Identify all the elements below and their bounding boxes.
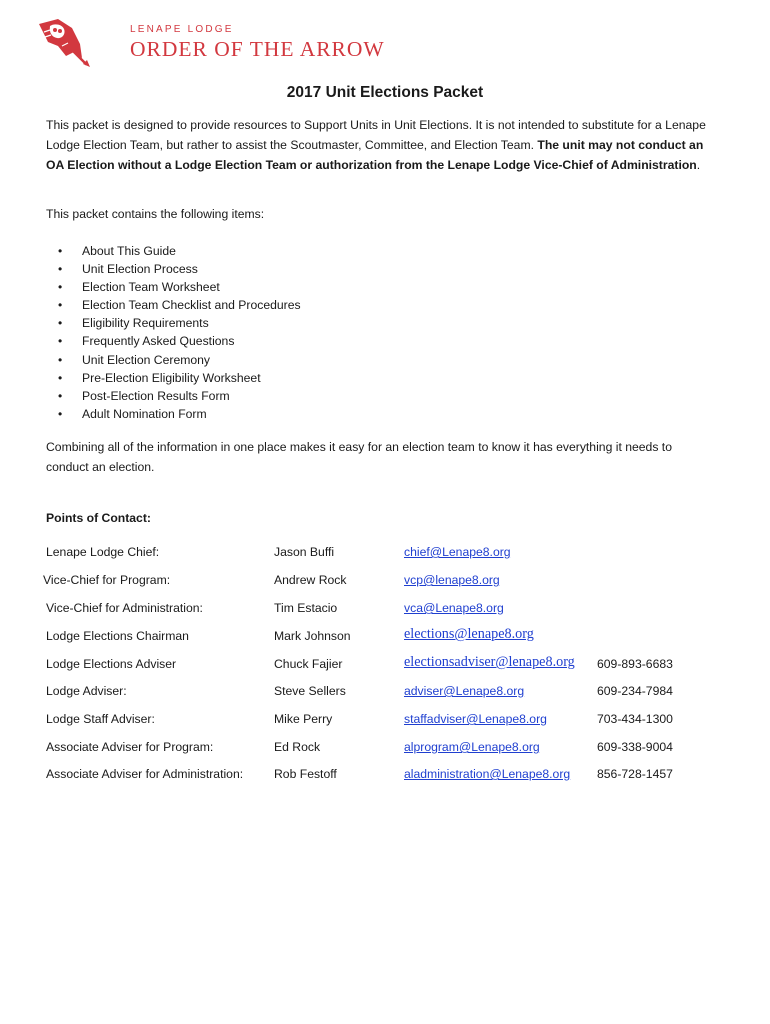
- list-item-label: Frequently Asked Questions: [82, 334, 235, 349]
- contact-role: Associate Adviser for Program:: [46, 740, 214, 754]
- bullet-icon: •: [58, 370, 63, 385]
- lodge-logo: [36, 18, 385, 70]
- bullet-icon: •: [58, 244, 63, 258]
- contact-email-link[interactable]: chief@Lenape8.org: [404, 545, 511, 559]
- list-item: [46, 333, 301, 351]
- bullet-icon: •: [58, 298, 63, 313]
- contact-phone: 703-434-1300: [597, 712, 673, 726]
- logo-order-name: ORDER OF THE ARROW: [130, 37, 385, 61]
- list-item: [46, 261, 301, 279]
- intro-bold-text: The unit may not conduct an OA Election without a Lodge Election Team or authorization from the Lenape Lodge Vice-Chief of Administration: [46, 138, 704, 172]
- bullet-icon: •: [58, 352, 63, 367]
- contact-row: [0, 712, 770, 732]
- intro-end: .: [696, 158, 701, 172]
- page-title: 2017 Unit Elections Packet: [286, 84, 484, 101]
- contact-name: Rob Festoff: [274, 767, 337, 781]
- bullet-icon: •: [58, 406, 63, 421]
- list-item: [46, 315, 301, 333]
- contact-name: Steve Sellers: [274, 684, 346, 698]
- contact-row: [0, 740, 770, 760]
- bullet-icon: •: [58, 316, 63, 331]
- list-item-label: Eligibility Requirements: [82, 316, 209, 331]
- bullet-icon: •: [58, 334, 63, 349]
- summary-paragraph: Combining all of the information in one place makes it easy for an election team to know it has everything it needs to conduct an election.: [46, 440, 672, 474]
- contact-phone: 609-893-6683: [597, 657, 673, 671]
- list-item: [46, 279, 301, 297]
- bullet-icon: •: [58, 388, 63, 403]
- contact-email-link[interactable]: adviser@Lenape8.org: [404, 684, 525, 698]
- contact-row: [0, 654, 770, 677]
- contact-row: [0, 626, 770, 649]
- contact-phone: 856-728-1457: [597, 767, 673, 781]
- contact-email-link[interactable]: alprogram@Lenape8.org: [404, 740, 540, 754]
- list-item-label: About This Guide: [82, 244, 176, 258]
- list-item: [46, 352, 301, 370]
- list-item-label: Pre-Election Eligibility Worksheet: [82, 370, 261, 385]
- contents-list: [46, 243, 301, 424]
- list-item: [46, 370, 301, 388]
- bullet-icon: •: [58, 262, 63, 277]
- contact-name: Mike Perry: [274, 712, 333, 726]
- contact-name: Tim Estacio: [274, 601, 338, 615]
- contact-role: Lodge Adviser:: [46, 684, 127, 698]
- intro-text: This packet is designed to provide resources to Support Units in Unit Elections. It is not intended to substitute for a Lenape Lodge Election Team, but rather to assist the Scoutmaster, Committee, and Election Team.: [46, 118, 706, 152]
- list-item-label: Unit Election Process: [82, 262, 198, 277]
- list-item-label: Adult Nomination Form: [82, 406, 207, 421]
- contact-phone: 609-338-9004: [597, 740, 673, 754]
- contact-name: Andrew Rock: [274, 573, 347, 587]
- intro-paragraph: [46, 115, 706, 175]
- list-item: [46, 406, 301, 424]
- bullet-icon: •: [58, 280, 63, 295]
- contact-name: Jason Buffi: [274, 545, 335, 559]
- list-item-label: Post-Election Results Form: [82, 388, 230, 403]
- contact-email-link[interactable]: staffadviser@Lenape8.org: [404, 712, 547, 726]
- points-of-contact-heading: Points of Contact:: [46, 511, 151, 525]
- contact-role: Lenape Lodge Chief:: [46, 545, 160, 559]
- list-item-label: Election Team Checklist and Procedures: [82, 298, 301, 313]
- list-item-label: Election Team Worksheet: [82, 280, 220, 295]
- contact-name: Ed Rock: [274, 740, 321, 754]
- contact-role: Vice-Chief for Administration:: [46, 601, 203, 615]
- arrowhead-logo-icon: [36, 18, 96, 68]
- logo-lodge-name: LENAPE LODGE: [130, 24, 234, 35]
- contact-role: Lodge Elections Chairman: [46, 629, 189, 643]
- contact-row: [0, 601, 770, 621]
- list-item: [46, 388, 301, 406]
- contact-row: [0, 573, 770, 593]
- contact-row: [0, 545, 770, 565]
- contact-name: Chuck Fajier: [274, 657, 343, 671]
- contact-role: Associate Adviser for Administration:: [46, 767, 244, 781]
- contact-phone: 609-234-7984: [597, 684, 673, 698]
- contact-role: Lodge Elections Adviser: [46, 657, 177, 671]
- contact-row: [0, 767, 770, 787]
- list-item: [46, 243, 301, 261]
- contact-name: Mark Johnson: [274, 629, 351, 643]
- contact-row: [0, 684, 770, 704]
- contains-label: This packet contains the following items:: [46, 207, 265, 221]
- contact-email-link[interactable]: elections@lenape8.org: [404, 626, 534, 642]
- contact-role: Lodge Staff Adviser:: [46, 712, 155, 726]
- list-item: [46, 297, 301, 315]
- contact-email-link[interactable]: vca@Lenape8.org: [404, 601, 504, 615]
- contact-role: Vice-Chief for Program:: [43, 573, 171, 587]
- contact-email-link[interactable]: electionsadviser@lenape8.org: [404, 654, 575, 670]
- contact-email-link[interactable]: vcp@lenape8.org: [404, 573, 500, 587]
- contact-email-link[interactable]: aladministration@Lenape8.org: [404, 767, 571, 781]
- list-item-label: Unit Election Ceremony: [82, 352, 211, 367]
